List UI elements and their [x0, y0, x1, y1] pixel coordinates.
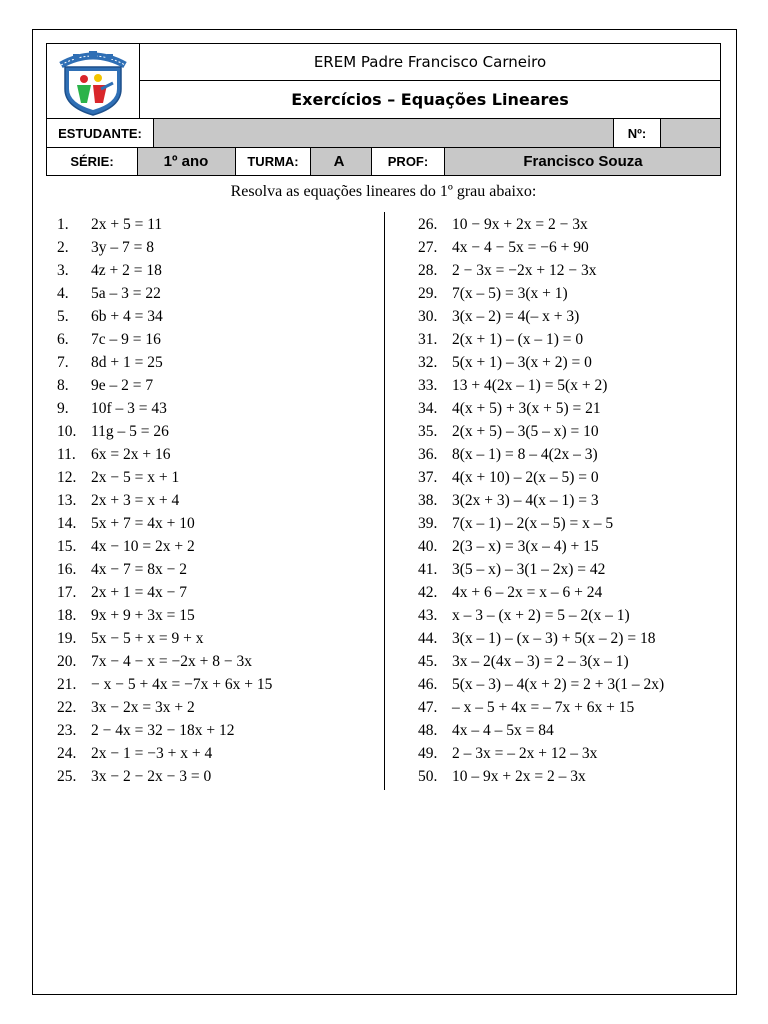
exercise-equation: x – 3 – (x + 2) = 5 – 2(x – 1) [452, 607, 630, 624]
exercise-number: 22. [57, 699, 77, 716]
exercise-number: 5. [57, 308, 69, 325]
exercise-equation: − x − 5 + 4x = −7x + 6x + 15 [91, 676, 273, 693]
exercise-number: 35. [418, 423, 438, 440]
exercise-number: 45. [418, 653, 438, 670]
exercise-equation: 6x = 2x + 16 [91, 446, 171, 463]
exercise-equation: 10f – 3 = 43 [91, 400, 167, 417]
student-label: ESTUDANTE: [46, 118, 154, 148]
exercise-number: 36. [418, 446, 438, 463]
class-info-row [46, 147, 721, 176]
exercise-number: 8. [57, 377, 69, 394]
exercise-number: 12. [57, 469, 77, 486]
exercise-number: 20. [57, 653, 77, 670]
exercise-item [418, 236, 728, 259]
exercise-equation: 4x + 6 – 2x = x – 6 + 24 [452, 584, 603, 601]
exercise-item [418, 213, 728, 236]
exercise-number: 24. [57, 745, 77, 762]
exercise-equation: 3x − 2x = 3x + 2 [91, 699, 195, 716]
exercise-equation: 2x + 3 = x + 4 [91, 492, 180, 509]
exercise-item [418, 397, 728, 420]
exercise-equation: 13 + 4(2x – 1) = 5(x + 2) [452, 377, 608, 394]
exercise-equation: 3x – 2(4x – 3) = 2 – 3(x – 1) [452, 653, 629, 670]
exercise-item [57, 558, 377, 581]
exercise-item [57, 604, 377, 627]
exercise-equation: 8(x – 1) = 8 – 4(2x – 3) [452, 446, 598, 463]
exercise-number: 19. [57, 630, 77, 647]
exercise-item [57, 535, 377, 558]
exercise-number: 1. [57, 216, 69, 233]
exercise-equation: 4x − 7 = 8x − 2 [91, 561, 187, 578]
exercise-item [57, 742, 377, 765]
prof-value: Francisco Souza [523, 153, 643, 170]
exercise-number: 13. [57, 492, 77, 509]
exercise-item [57, 443, 377, 466]
exercise-item [418, 351, 728, 374]
worksheet-header [46, 43, 721, 176]
exercise-equation: 3(x – 1) – (x – 3) + 5(x – 2) = 18 [452, 630, 656, 647]
exercise-equation: 2(x + 5) – 3(5 – x) = 10 [452, 423, 599, 440]
exercise-equation: 7(x – 1) – 2(x – 5) = x – 5 [452, 515, 614, 532]
exercise-item [57, 374, 377, 397]
number-field[interactable] [661, 119, 721, 147]
school-name: EREM Padre Francisco Carneiro [139, 43, 721, 81]
exercise-item [57, 696, 377, 719]
exercise-equation: 5(x + 1) – 3(x + 2) = 0 [452, 354, 592, 371]
exercise-item [57, 627, 377, 650]
exercise-number: 41. [418, 561, 438, 578]
exercise-number: 16. [57, 561, 77, 578]
exercise-item [57, 420, 377, 443]
exercise-equation: 2x + 1 = 4x − 7 [91, 584, 187, 601]
exercise-number: 30. [418, 308, 438, 325]
exercise-item [57, 719, 377, 742]
exercise-number: 18. [57, 607, 77, 624]
exercise-item [418, 696, 728, 719]
exercise-number: 39. [418, 515, 438, 532]
exercise-item [418, 443, 728, 466]
exercise-equation: 4x − 4 − 5x = −6 + 90 [452, 239, 589, 256]
exercise-item [418, 489, 728, 512]
exercise-item [418, 282, 728, 305]
exercise-number: 29. [418, 285, 438, 302]
exercise-equation: 7x − 4 − x = −2x + 8 − 3x [91, 653, 252, 670]
number-label: Nº: [613, 118, 661, 148]
exercise-number: 40. [418, 538, 438, 555]
exercise-item [418, 650, 728, 673]
exercise-number: 7. [57, 354, 69, 371]
exercise-item [57, 673, 377, 696]
exercise-equation: 5a – 3 = 22 [91, 285, 161, 302]
exercise-item [57, 512, 377, 535]
exercise-list-left [57, 213, 377, 788]
serie-label: SÉRIE: [46, 147, 138, 176]
exercise-equation: 3(x – 2) = 4(– x + 3) [452, 308, 580, 325]
exercise-item [418, 374, 728, 397]
exercise-item [418, 259, 728, 282]
exercise-list-right [418, 213, 728, 788]
exercise-item [418, 627, 728, 650]
exercise-number: 2. [57, 239, 69, 256]
exercise-equation: – x – 5 + 4x = – 7x + 6x + 15 [452, 699, 635, 716]
exercise-item [418, 673, 728, 696]
exercise-number: 31. [418, 331, 438, 348]
student-name-field[interactable] [154, 119, 613, 147]
exercise-equation: 4(x + 5) + 3(x + 5) = 21 [452, 400, 601, 417]
exercise-number: 33. [418, 377, 438, 394]
exercise-number: 10. [57, 423, 77, 440]
exercise-number: 17. [57, 584, 77, 601]
exercise-item [418, 558, 728, 581]
exercise-number: 25. [57, 768, 77, 785]
turma-label: TURMA: [235, 147, 311, 176]
exercise-equation: 2x + 5 = 11 [91, 216, 163, 233]
exercise-item [57, 397, 377, 420]
worksheet-title: Exercícios – Equações Lineares [139, 80, 721, 119]
exercise-equation: 2x − 1 = −3 + x + 4 [91, 745, 213, 762]
serie-value: 1º ano [163, 153, 209, 170]
exercise-number: 6. [57, 331, 69, 348]
turma-value: A [333, 153, 345, 170]
exercise-item [418, 512, 728, 535]
exercise-equation: 9x + 9 + 3x = 15 [91, 607, 195, 624]
exercise-number: 46. [418, 676, 438, 693]
exercise-number: 50. [418, 768, 438, 785]
school-logo [53, 45, 133, 117]
exercise-equation: 3y – 7 = 8 [91, 239, 154, 256]
exercise-equation: 3x − 2 − 2x − 3 = 0 [91, 768, 212, 785]
exercise-item [57, 489, 377, 512]
exercise-item [418, 305, 728, 328]
exercise-item [57, 328, 377, 351]
exercise-equation: 6b + 4 = 34 [91, 308, 163, 325]
exercise-equation: 5(x – 3) – 4(x + 2) = 2 + 3(1 – 2x) [452, 676, 665, 693]
exercise-item [418, 581, 728, 604]
exercise-item [418, 742, 728, 765]
exercise-item [418, 535, 728, 558]
exercise-number: 15. [57, 538, 77, 555]
exercise-equation: 2 − 4x = 32 − 18x + 12 [91, 722, 235, 739]
exercise-item [57, 259, 377, 282]
exercise-number: 49. [418, 745, 438, 762]
exercise-item [57, 236, 377, 259]
exercise-equation: 3(5 – x) – 3(1 – 2x) = 42 [452, 561, 606, 578]
exercise-item [57, 581, 377, 604]
exercise-equation: 2 − 3x = −2x + 12 − 3x [452, 262, 597, 279]
exercise-equation: 4x − 10 = 2x + 2 [91, 538, 195, 555]
exercise-number: 34. [418, 400, 438, 417]
exercise-item [57, 213, 377, 236]
exercise-equation: 5x − 5 + x = 9 + x [91, 630, 204, 647]
exercise-equation: 4(x + 10) – 2(x – 5) = 0 [452, 469, 599, 486]
exercise-number: 47. [418, 699, 438, 716]
exercise-number: 4. [57, 285, 69, 302]
exercise-number: 32. [418, 354, 438, 371]
exercise-number: 44. [418, 630, 438, 647]
exercise-number: 27. [418, 239, 438, 256]
exercise-item [418, 604, 728, 627]
exercise-equation: 10 – 9x + 2x = 2 – 3x [452, 768, 586, 785]
exercise-item [57, 650, 377, 673]
exercise-equation: 7(x – 5) = 3(x + 1) [452, 285, 568, 302]
exercise-equation: 4x – 4 – 5x = 84 [452, 722, 554, 739]
column-divider [384, 212, 385, 790]
exercise-number: 38. [418, 492, 438, 509]
exercise-item [418, 466, 728, 489]
exercise-number: 14. [57, 515, 77, 532]
exercise-item [57, 282, 377, 305]
exercise-item [57, 351, 377, 374]
exercise-equation: 2x − 5 = x + 1 [91, 469, 180, 486]
exercise-number: 3. [57, 262, 69, 279]
exercise-equation: 9e – 2 = 7 [91, 377, 154, 394]
prof-label: PROF: [371, 147, 445, 176]
exercise-item [418, 328, 728, 351]
exercise-equation: 8d + 1 = 25 [91, 354, 163, 371]
exercise-equation: 10 − 9x + 2x = 2 − 3x [452, 216, 588, 233]
exercise-equation: 5x + 7 = 4x + 10 [91, 515, 195, 532]
exercise-number: 9. [57, 400, 69, 417]
exercise-equation: 2(x + 1) – (x – 1) = 0 [452, 331, 584, 348]
exercise-equation: 4z + 2 = 18 [91, 262, 162, 279]
school-logo-cell [46, 43, 140, 119]
student-row [46, 118, 721, 148]
exercise-equation: 3(2x + 3) – 4(x – 1) = 3 [452, 492, 599, 509]
exercise-item [418, 719, 728, 742]
exercise-equation: 11g – 5 = 26 [91, 423, 169, 440]
exercise-equation: 2(3 – x) = 3(x – 4) + 15 [452, 538, 599, 555]
exercise-number: 42. [418, 584, 438, 601]
exercise-number: 37. [418, 469, 438, 486]
exercise-number: 28. [418, 262, 438, 279]
exercise-equation: 2 – 3x = – 2x + 12 – 3x [452, 745, 598, 762]
exercise-item [57, 305, 377, 328]
instruction-text: Resolva as equações lineares do 1º grau abaixo: [230, 183, 537, 200]
exercise-number: 21. [57, 676, 77, 693]
exercise-number: 26. [418, 216, 438, 233]
exercise-number: 43. [418, 607, 438, 624]
exercise-item [57, 466, 377, 489]
exercise-number: 23. [57, 722, 77, 739]
exercise-item [418, 420, 728, 443]
exercise-equation: 7c – 9 = 16 [91, 331, 161, 348]
exercise-item [57, 765, 377, 788]
exercise-number: 11. [57, 446, 76, 463]
exercise-number: 48. [418, 722, 438, 739]
exercise-item [418, 765, 728, 788]
